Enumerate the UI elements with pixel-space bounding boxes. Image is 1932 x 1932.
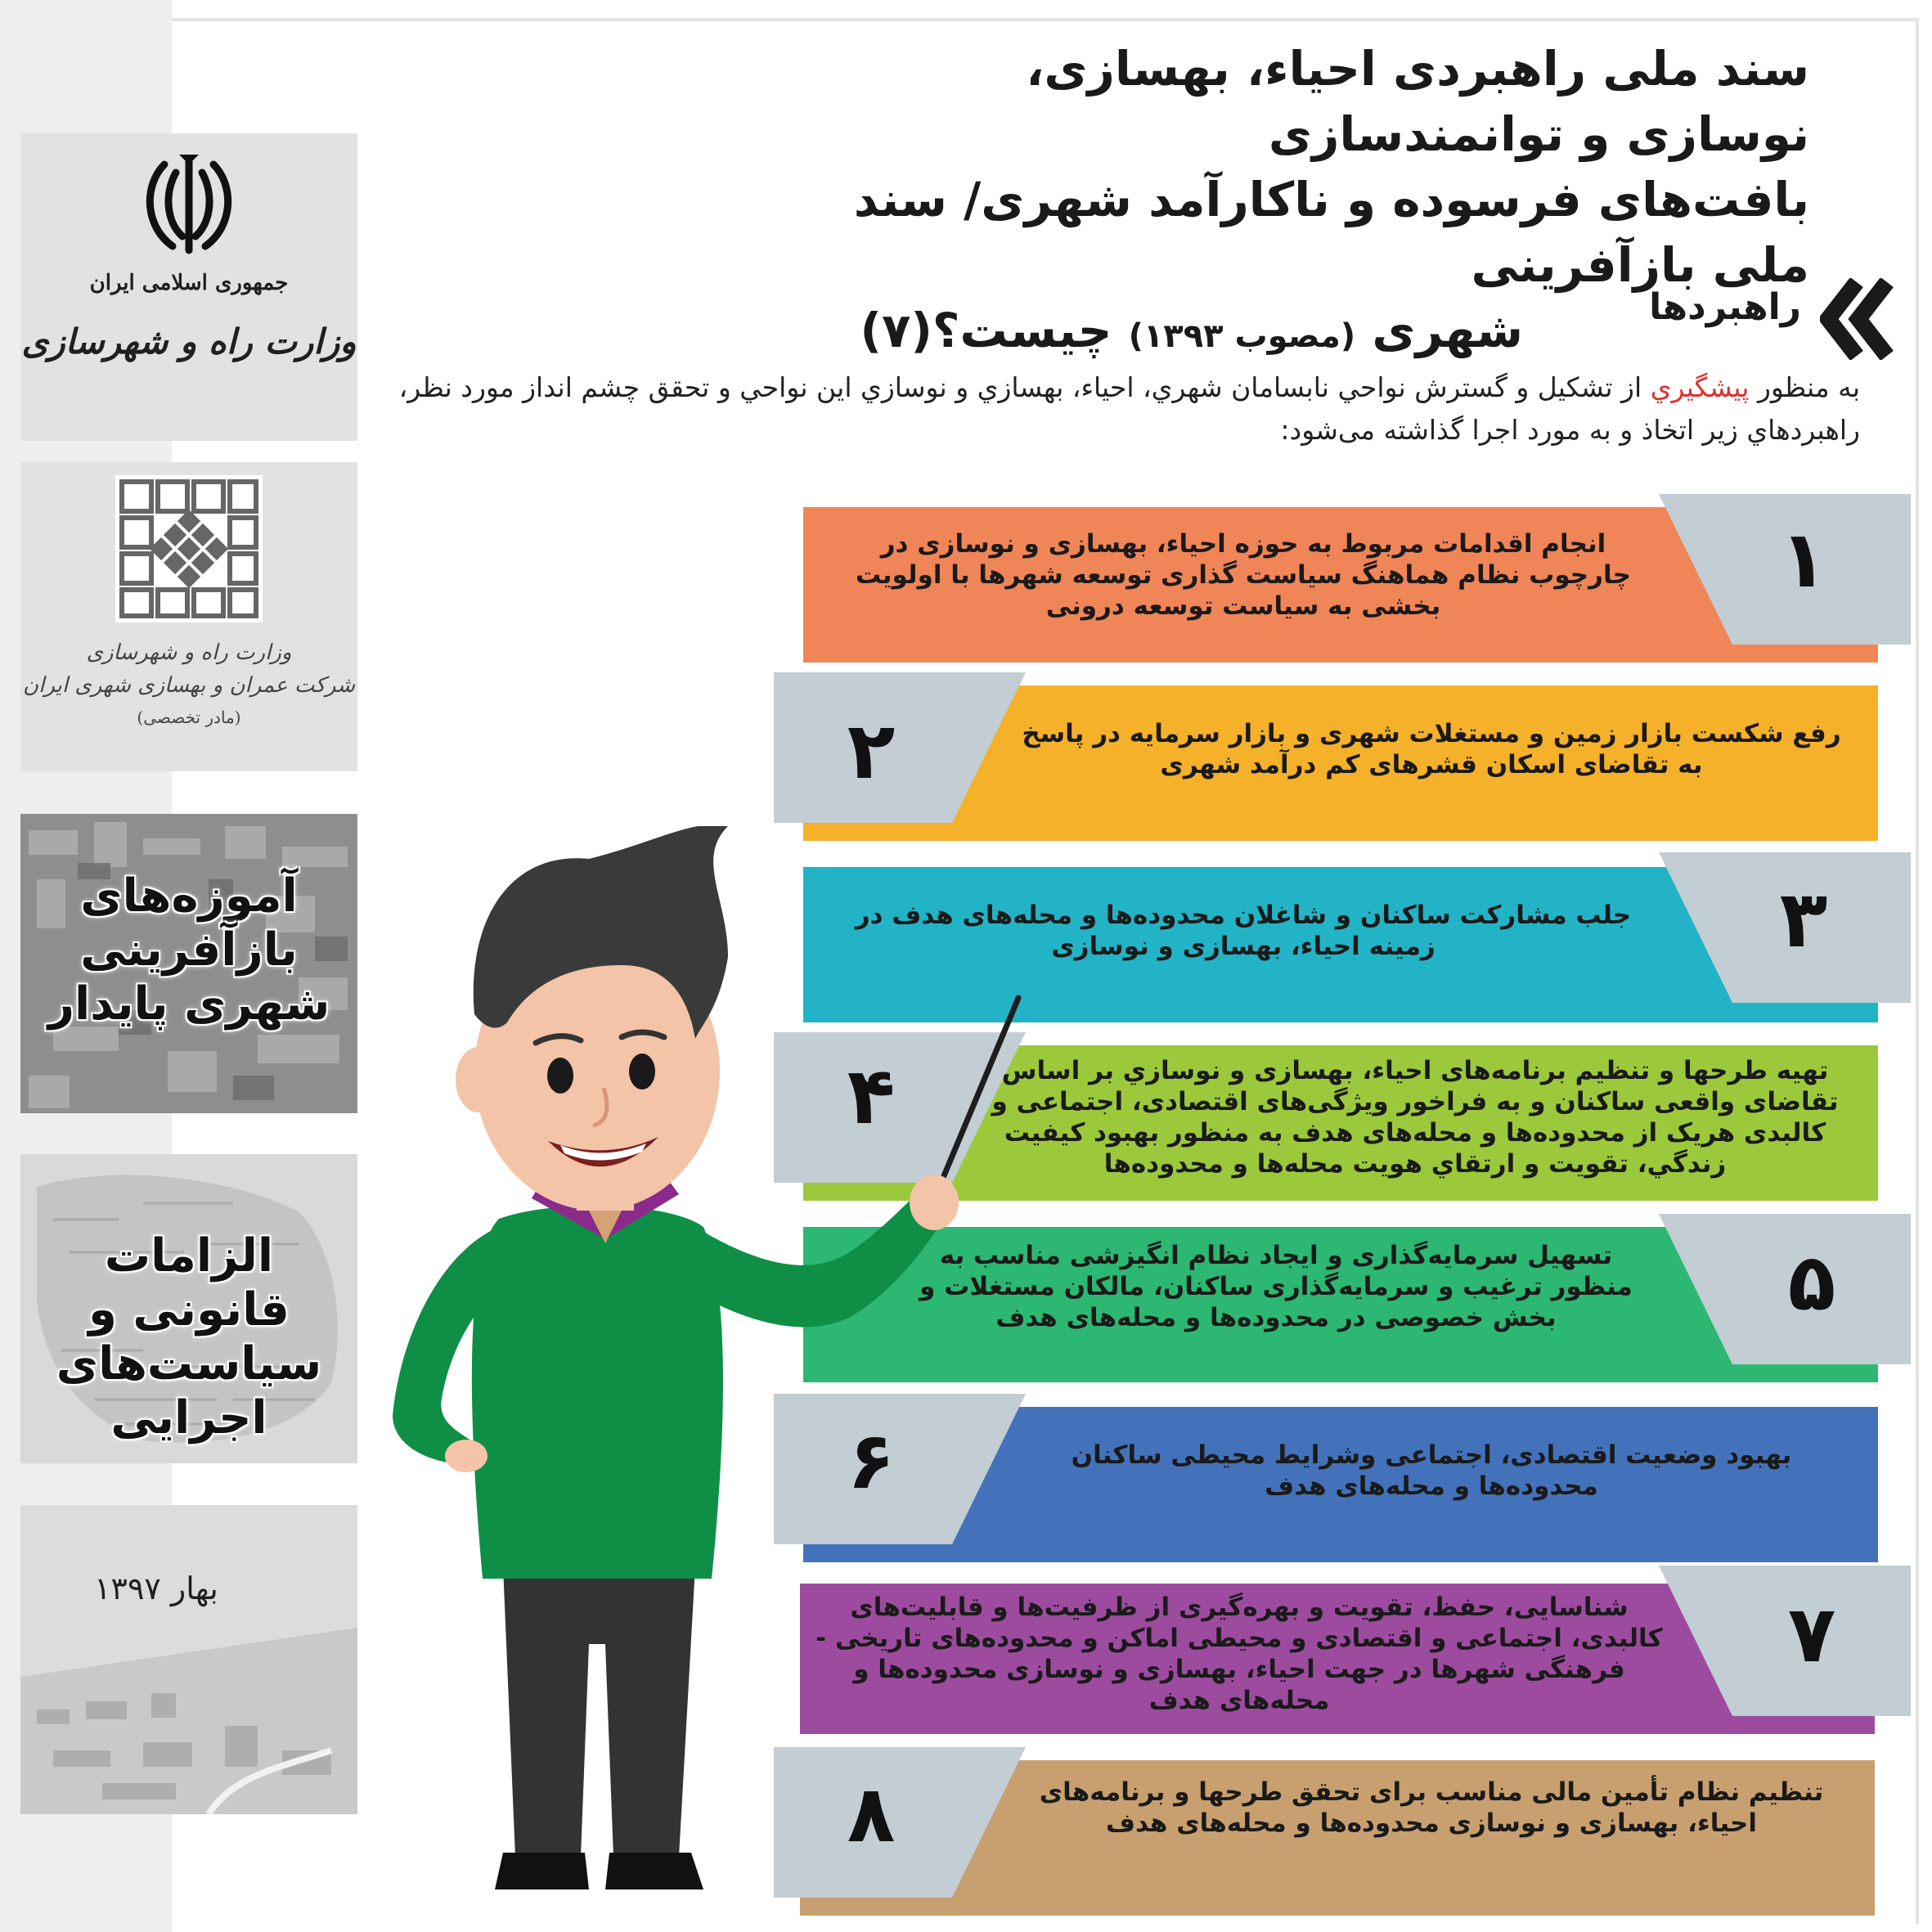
title-line1: سند ملی راهبردی احیاء، بهسازی، نوسازی و توانمندسازی: [1026, 41, 1809, 162]
strategy-number: ۸: [847, 1768, 896, 1860]
strategy-number: ۱: [1779, 514, 1828, 605]
strategy-number: ۳: [1779, 874, 1828, 965]
strategy-number: ۶: [847, 1415, 896, 1507]
sidebar-box-teachings: [20, 814, 357, 1113]
logo1-line2: وزارت راه و شهرسازی: [21, 321, 357, 362]
box5-date: بهار ۱۳۹۷: [94, 1570, 218, 1606]
strategy-text: شناسایی، حفظ، تقویت و بهره‌گیری از ظرفیت‌ها و قابلیت‌های کالبدی، اجتماعی و اقتصادی و محیطی اماکن و محدوده‌های تاریخی - فرهنگی شهرها در جهت احیاء، بهسازی و نوسازی محدوده‌ها و محله‌های هدف: [815, 1593, 1663, 1715]
logo2-line2: شرکت عمران و بهسازی شهری ایران: [23, 673, 355, 698]
strategy-text: تهیه طرحها و تنظیم برنامه‌های احیاء، بهسازی و نوسازي بر اساس تقاضای واقعی ساکنان و به فراخور ویژگی‌های اقتصادی، اجتماعی و کالبدی هریک از محدوده‌ها و محله‌های هدف به منظور بهبود کيفيت زندگي، تقويت و ارتقاي هويت محله‌ها و محدوده‌ها: [991, 1056, 1839, 1179]
sidebar-logo-company: [20, 462, 357, 771]
strategy-number: ۲: [847, 705, 896, 797]
sidebar-logo-ministry: [20, 133, 357, 441]
title-line3-end: چیست؟(۷): [860, 303, 1112, 358]
presenter-character-illustration: [344, 826, 1047, 1932]
company-logo-icon: [115, 475, 263, 622]
logo2-line1: وزارت راه و شهرسازی: [86, 640, 292, 665]
logo1-line1: جمهوری اسلامی ایران: [89, 271, 289, 295]
pointer-stick: [943, 998, 1018, 1178]
strategy-text: تنظیم نظام تأمین مالی مناسب برای تحقق طرحها و برنامه‌های احیاء، بهسازی و نوسازی محدوده‌ها و محله‌های هدف: [1039, 1777, 1824, 1838]
strategy-text: بهبود وضعیت اقتصادی، اجتماعی وشرایط محیطی ساکنان محدوده‌ها و محله‌های هدف: [1071, 1440, 1792, 1501]
intro-paragraph: [339, 366, 1860, 452]
sidebar-box-legal: [20, 1154, 357, 1463]
strategy-text: جلب مشارکت ساکنان و شاغلان محدوده‌ها و محله‌های هدف در زمینه احیاء، بهسازی و نوسازی: [855, 901, 1632, 961]
strategy-number: ۴: [847, 1050, 896, 1142]
strategy-number: ۷: [1787, 1588, 1836, 1680]
title-line3-small: (مصوب ۱۳۹۳): [1128, 317, 1356, 355]
frame-line-right: [1916, 18, 1919, 1924]
sidebar-box-date: [20, 1505, 357, 1814]
strategy-text: رفع شکست بازار زمین و مستغلات شهری و بازار سرمایه در پاسخ به تقاضای اسکان قشرهای کم درآمد شهری: [1022, 719, 1841, 780]
iran-emblem-icon: [140, 148, 238, 263]
frame-line-top: [172, 18, 1919, 21]
box3-title: آموزه‌های بازآفرینی شهری پایدار: [47, 869, 330, 1031]
strategy-number: ۵: [1787, 1237, 1836, 1328]
strategy-text: تسهیل سرمایه‌گذاری و ایجاد نظام انگیزشی مناسب به منظور ترغیب و سرمایه‌گذاری ساکنان، مالکان مستغلات و بخش خصوصی در محدوده‌ها و محله‌های هدف: [919, 1241, 1633, 1332]
section-title: راهبردها: [1649, 286, 1801, 328]
intro-before: به منظور: [1749, 371, 1860, 403]
intro-highlight: پيشگيري: [1650, 371, 1750, 403]
intro-after: از تشكيل و گسترش نواحي نابسامان شهري، احياء، بهسازي و نوسازي اين نواحي و تحقق چشم انداز مورد نظر، راهبردهاي زير اتخاذ و به مورد اجرا گذاشته می‌شود:: [398, 371, 1860, 446]
aerial-map-texture: [20, 1505, 357, 1814]
double-chevron-icon: [1820, 278, 1894, 360]
title-line2: بافت‌های فرسوده و ناکارآمد شهری/ سند ملی بازآفرینی: [853, 172, 1809, 293]
strategy-text: انجام اقدامات مربوط به حوزه احیاء، بهسازی و نوسازی در چارچوب نظام هماهنگ سیاست گذاری توسعه شهرها با اولویت بخشی به سیاست توسعه درونی: [856, 529, 1631, 621]
logo2-line3: (مادر تخصصی): [137, 708, 241, 727]
box4-title: الزامات قانونی و سیاست‌های اجرایی: [56, 1229, 322, 1445]
title-line3-main: شهری: [1372, 303, 1523, 358]
